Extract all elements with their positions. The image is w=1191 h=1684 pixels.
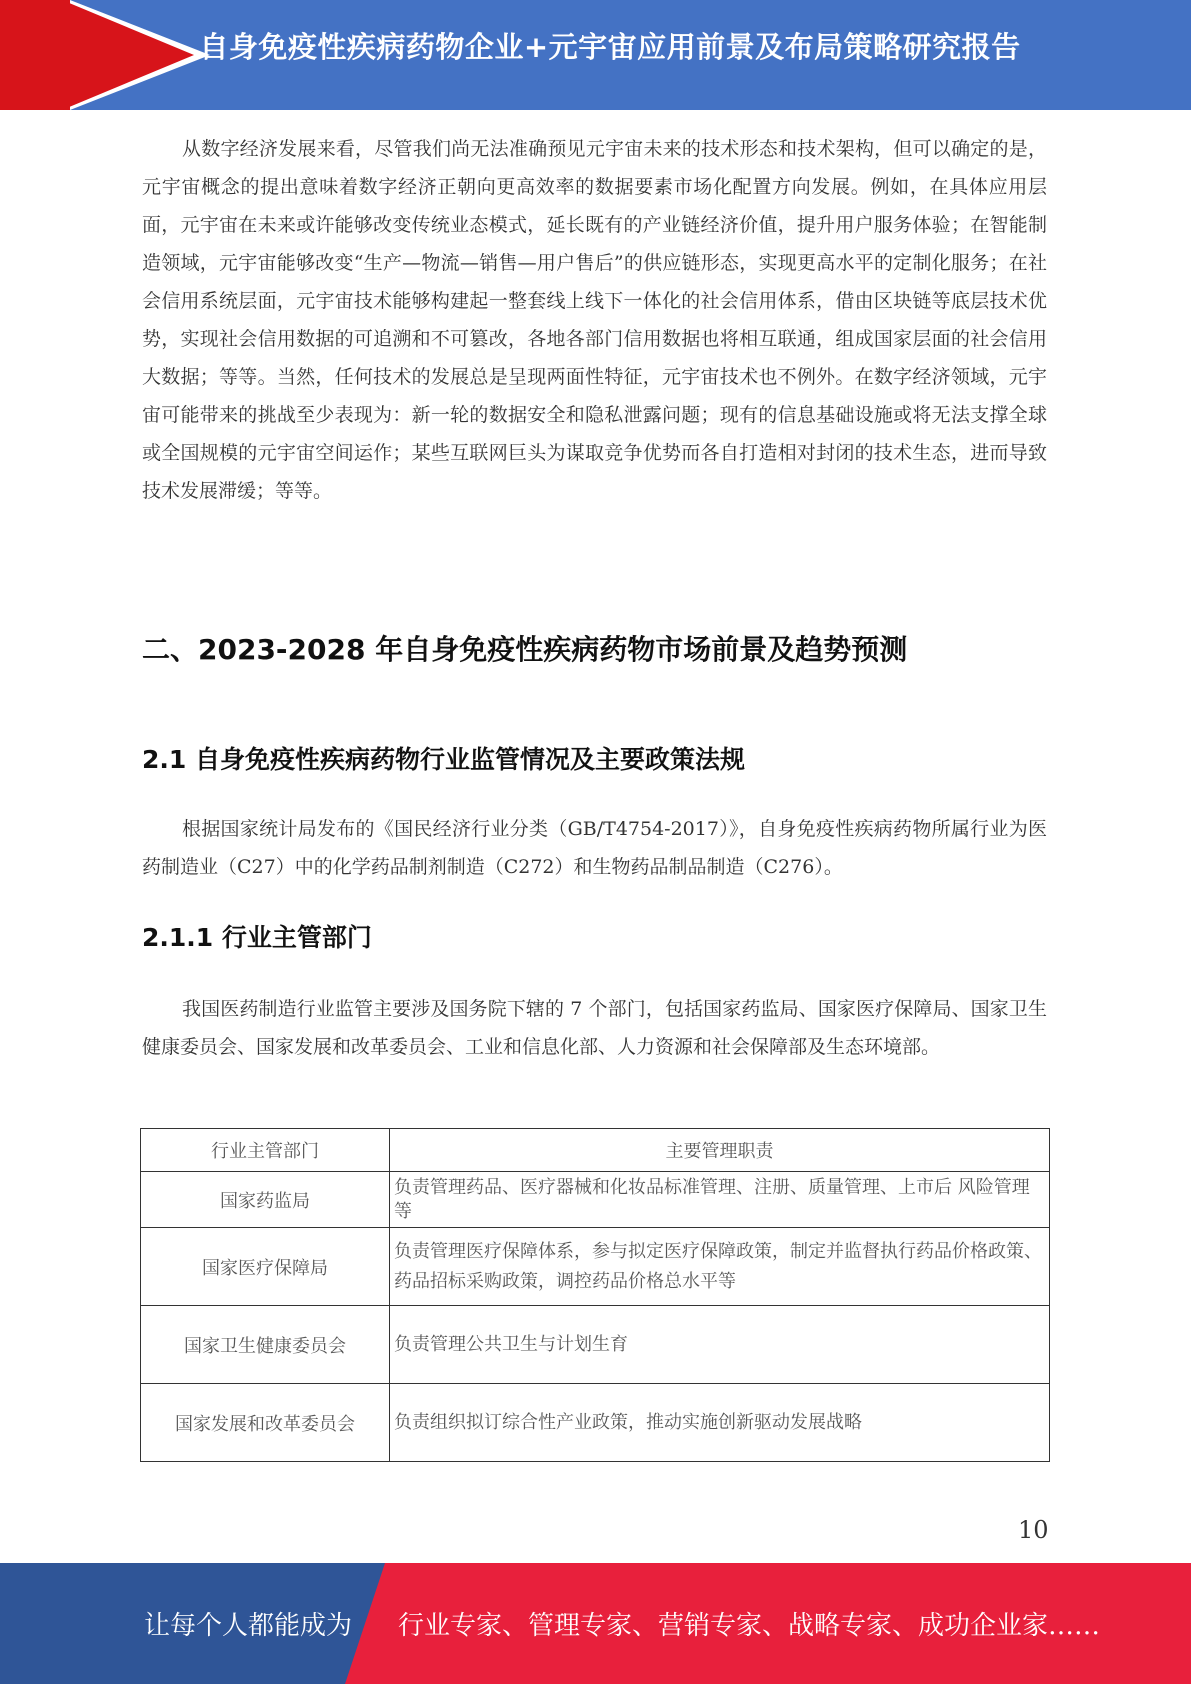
intro-paragraph: 从数字经济发展来看，尽管我们尚无法准确预见元宇宙未来的技术形态和技术架构，但可以确定的是，元宇宙概念的提出意味着数字经济正朝向更高效率的数据要素市场化配置方向发展。例如，在具体应用层面，元宇宙在未来或许能够改变传统业态模式，延长既有的产业链经济价值，提升用户服务体验；在智能制造领域，元宇宙能够改变“生产—物流—销售—用户售后”的供应链形态，实现更高水平的定制化服务；在社会信用系统层面，元宇宙技术能够构建起一整套线上线下一体化的社会信用体系，借由区块链等底层技术优势，实现社会信用数据的可追溯和不可篡改，各地各部门信用数据也将相互联通，组成国家层面的社会信用大数据；等等。当然，任何技术的发展总是呈现两面性特征，元宇宙技术也不例外。在数字经济领域，元宇宙可能带来的挑战至少表现为：新一轮的数据安全和隐私泄露问题；现有的信息基础设施或将无法支撑全球或全国规模的元宇宙空间运作；某些互联网巨头为谋取竞争优势而各自打造相对封闭的技术生态，进而导致技术发展滞缓；等等。 xyxy=(142,138,1047,502)
subsection-2-1-body xyxy=(142,810,1047,886)
table-cell-dept: 国家卫生健康委员会 xyxy=(141,1306,390,1384)
subsection-heading-2-1: 2.1 自身免疫性疾病药物行业监管情况及主要政策法规 xyxy=(142,745,745,774)
table-cell-duty: 负责管理医疗保障体系，参与拟定医疗保障政策，制定并监督执行药品价格政策、药品招标采购政策，调控药品价格总水平等 xyxy=(390,1228,1050,1306)
intro-section xyxy=(142,130,1047,510)
header-red-block xyxy=(0,0,70,110)
page-footer xyxy=(0,1563,1191,1684)
table-row xyxy=(141,1228,1050,1306)
table-row xyxy=(141,1172,1050,1228)
subsection-2-1-1-body xyxy=(142,990,1047,1066)
table-row xyxy=(141,1306,1050,1384)
subsection-heading-2-1-1: 2.1.1 行业主管部门 xyxy=(142,923,372,952)
classification-paragraph: 根据国家统计局发布的《国民经济行业分类（GB/T4754-2017）》，自身免疫性疾病药物所属行业为医药制造业（C27）中的化学药品制剂制造（C272）和生物药品制品制造（C276）。 xyxy=(142,818,1047,878)
departments-paragraph: 我国医药制造行业监管主要涉及国务院下辖的 7 个部门，包括国家药监局、国家医疗保障局、国家卫生健康委员会、国家发展和改革委员会、工业和信息化部、人力资源和社会保障部及生态环境部。 xyxy=(142,998,1047,1058)
table-cell-duty: 负责管理公共卫生与计划生育 xyxy=(390,1306,1050,1384)
table-cell-duty: 负责管理药品、医疗器械和化妆品标准管理、注册、质量管理、上市后 风险管理等 xyxy=(390,1172,1050,1228)
table-header-duty: 主要管理职责 xyxy=(390,1129,1050,1172)
table-cell-dept: 国家发展和改革委员会 xyxy=(141,1384,390,1462)
table-header-dept: 行业主管部门 xyxy=(141,1129,390,1172)
table-row xyxy=(141,1384,1050,1462)
footer-slogan-right: 行业专家、管理专家、营销专家、战略专家、成功企业家…… xyxy=(398,1611,1101,1641)
page-header xyxy=(0,0,1191,110)
footer-slogan-left: 让每个人都能成为 xyxy=(144,1611,353,1641)
table-cell-duty: 负责组织拟订综合性产业政策，推动实施创新驱动发展战略 xyxy=(390,1384,1050,1462)
section-heading: 二、2023-2028 年自身免疫性疾病药物市场前景及趋势预测 xyxy=(142,633,908,666)
table-cell-dept: 国家医疗保障局 xyxy=(141,1228,390,1306)
table-cell-dept: 国家药监局 xyxy=(141,1172,390,1228)
report-title: 自身免疫性疾病药物企业+元宇宙应用前景及布局策略研究报告 xyxy=(199,30,1021,64)
page-number: 10 xyxy=(1018,1516,1049,1544)
regulator-table xyxy=(140,1128,1050,1462)
table-header-row xyxy=(141,1129,1050,1172)
